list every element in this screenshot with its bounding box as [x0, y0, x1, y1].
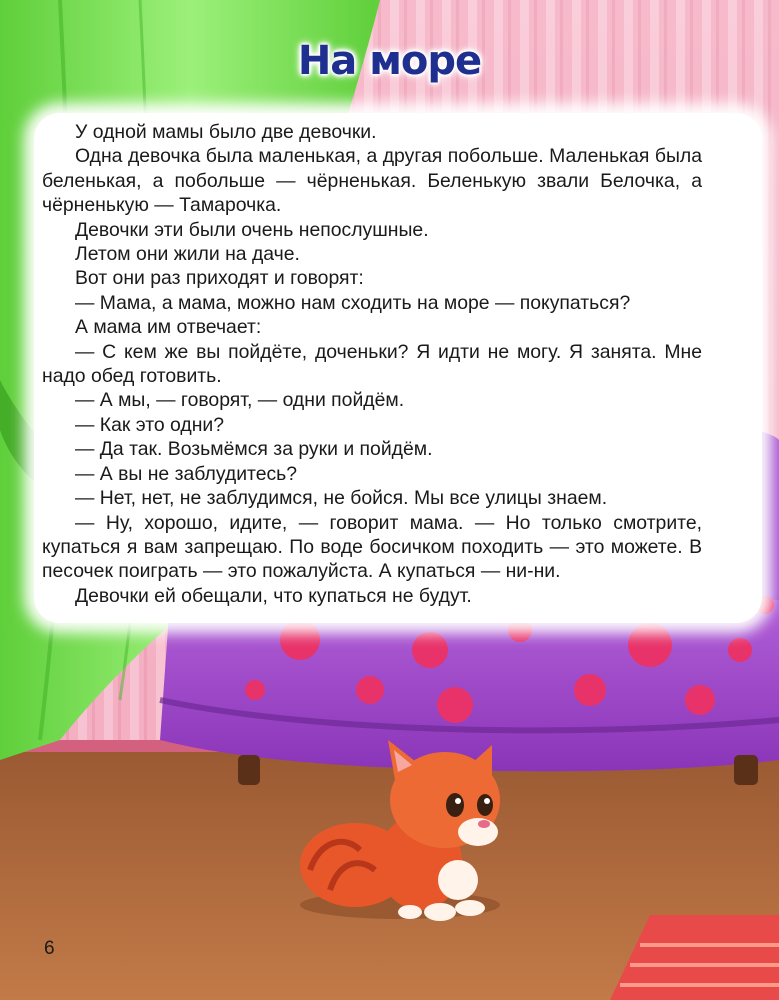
- paragraph: Девочки эти были очень непослушные.: [75, 218, 429, 241]
- page-number: 6: [44, 938, 55, 959]
- paragraph: Девочки ей обещали, что купаться не будут.: [75, 584, 472, 607]
- paragraph: — А вы не заблудитесь?: [75, 462, 298, 485]
- paragraph: — А мы, — говорят, — одни пойдём.: [75, 389, 405, 412]
- story-text: [42, 120, 702, 608]
- paragraph: У одной мамы было две девочки.: [75, 121, 377, 143]
- page-title: На море: [297, 38, 482, 84]
- paragraph: — Ну, хорошо, идите, — говорит мама. — Но только смотрите, купаться я вам запрещаю. По воде босичком походить — это можете. В песочек поиграть — это пожалуйста. А купаться — ни-ни.: [42, 511, 702, 583]
- paragraph: — Да так. Возьмёмся за руки и пойдём.: [75, 438, 433, 461]
- paragraph: — Мама, а мама, можно нам сходить на море — покупаться?: [75, 291, 631, 314]
- paragraph: — Нет, нет, не заблудимся, не бойся. Мы все улицы знаем.: [75, 487, 608, 510]
- paragraph: А мама им отвечает:: [75, 316, 262, 339]
- paragraph: — Как это одни?: [75, 413, 225, 436]
- paragraph: — С кем же вы пойдёте, доченьки? Я идти не могу. Я занята. Мне надо обед готовить.: [42, 340, 702, 388]
- paragraph: Одна девочка была маленькая, а другая побольше. Маленькая была беленькая, а побольше — чёрненькая. Беленькую звали Белочка, а чёрненькую — Тамарочка.: [42, 145, 702, 217]
- paragraph: Вот они раз приходят и говорят:: [75, 267, 364, 290]
- paragraph: Летом они жили на даче.: [75, 243, 300, 266]
